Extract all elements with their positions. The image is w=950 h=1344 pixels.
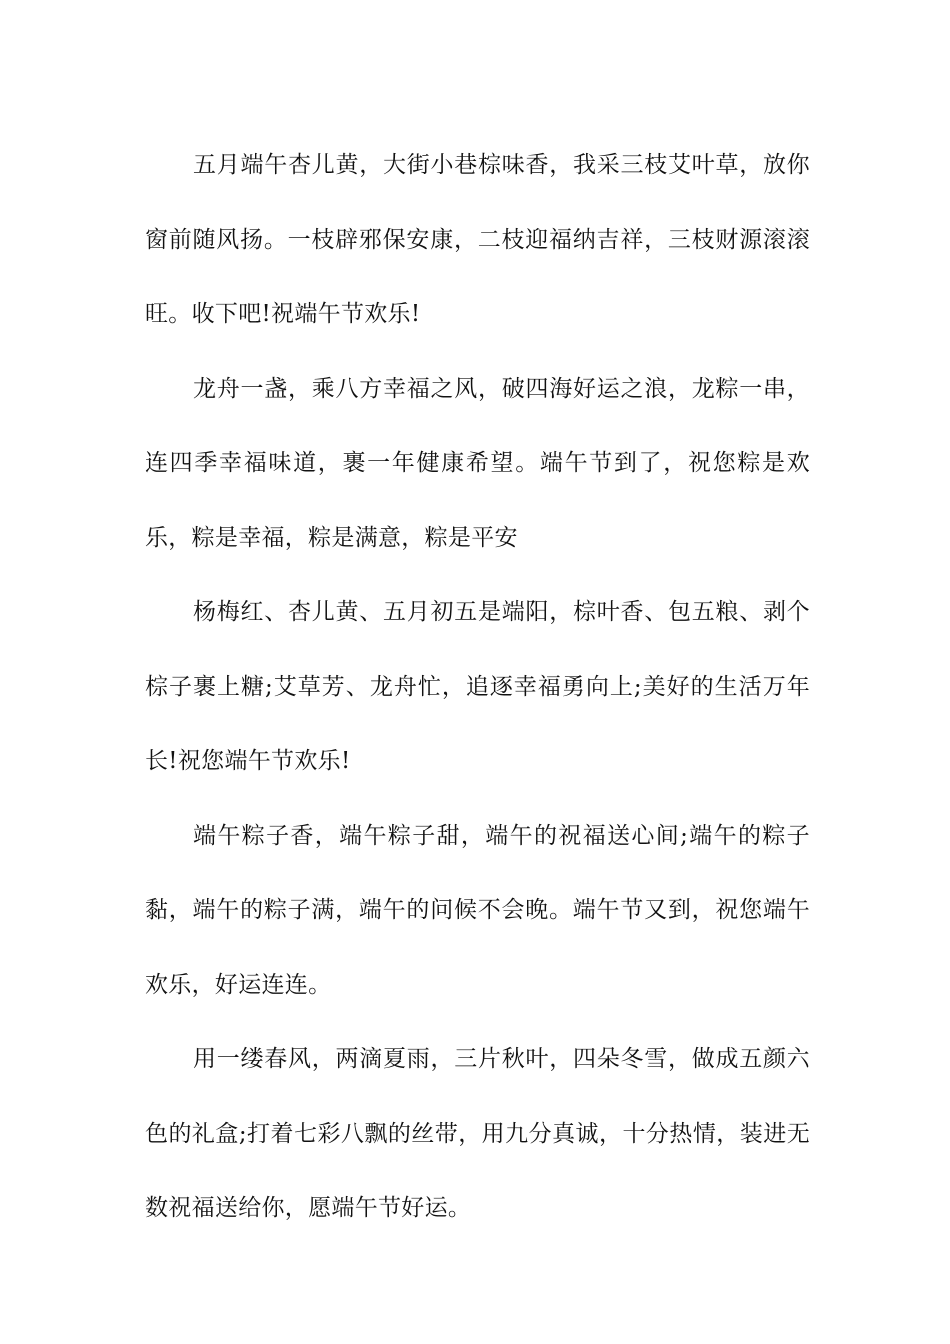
document-body — [145, 128, 810, 1246]
paragraph-5: 用一缕春风，两滴夏雨，三片秋叶，四朵冬雪，做成五颜六色的礼盒;打着七彩八飘的丝带，用九分真诚，十分热情，装进无数祝福送给你，愿端午节好运。 — [145, 1046, 810, 1221]
paragraph-3: 杨梅红、杏儿黄、五月初五是端阳，棕叶香、包五粮、剥个棕子裹上糖;艾草芳、龙舟忙，追逐幸福勇向上;美好的生活万年长!祝您端午节欢乐! — [145, 599, 810, 774]
paragraph-4: 端午粽子香，端午粽子甜，端午的祝福送心间;端午的粽子黏，端午的粽子满，端午的问候不会晚。端午节又到，祝您端午欢乐，好运连连。 — [145, 822, 810, 998]
paragraph-2: 龙舟一盏，乘八方幸福之风，破四海好运之浪，龙粽一串，连四季幸福味道，裹一年健康希望。端午节到了，祝您粽是欢乐，粽是幸福，粽是满意，粽是平安 — [145, 375, 810, 551]
paragraph-1: 五月端午杏儿黄，大街小巷棕味香，我采三枝艾叶草，放你窗前随风扬。一枝辟邪保安康，二枝迎福纳吉祥，三枝财源滚滚旺。收下吧!祝端午节欢乐! — [145, 152, 810, 327]
